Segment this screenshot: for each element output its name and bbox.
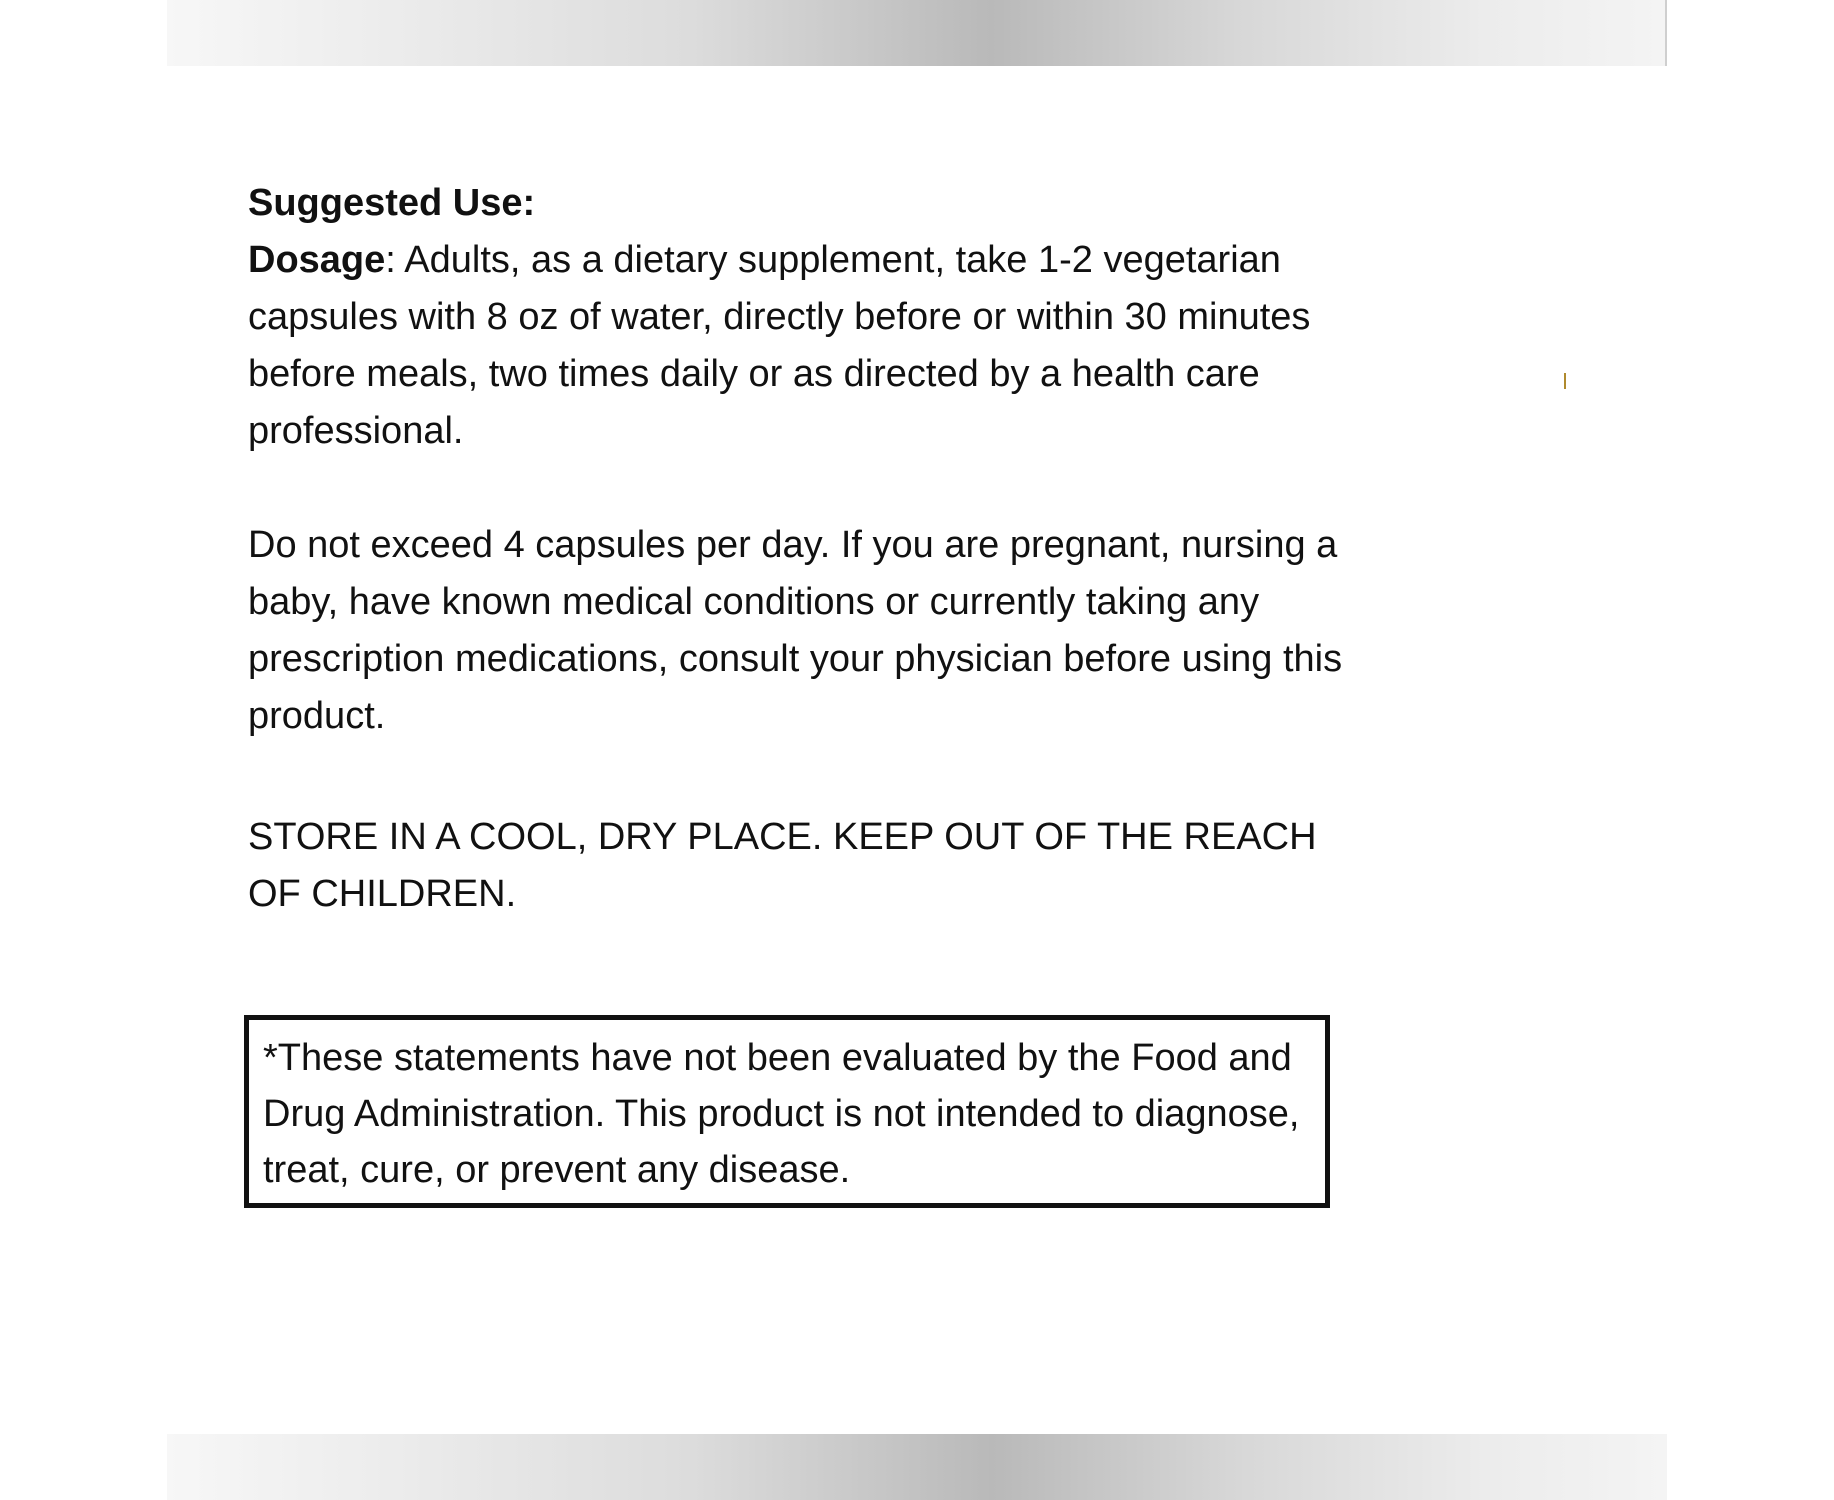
bottom-gradient-band <box>167 1434 1667 1500</box>
suggested-use-heading: Suggested Use: <box>248 182 536 224</box>
spacer <box>248 460 1358 517</box>
text-cursor-mark <box>1564 373 1566 389</box>
storage-paragraph: STORE IN A COOL, DRY PLACE. KEEP OUT OF THE REACH OF CHILDREN. <box>248 816 1317 915</box>
dosage-text: : Adults, as a dietary supplement, take 1-2 vegetarian capsules with 8 oz of water, directly before or within 30 minutes before meals, two times daily or as directed by a health care professional. <box>248 239 1311 452</box>
top-gradient-band <box>167 0 1667 66</box>
label-content <box>248 175 1358 923</box>
dosage-label: Dosage <box>248 239 386 281</box>
warning-paragraph: Do not exceed 4 capsules per day. If you are pregnant, nursing a baby, have known medical conditions or currently taking any prescription medications, consult your physician before using this product. <box>248 524 1343 737</box>
fda-disclaimer-box <box>244 1015 1330 1208</box>
dosage-paragraph <box>248 232 1358 460</box>
spacer <box>248 745 1358 809</box>
fda-disclaimer-text: *These statements have not been evaluated by the Food and Drug Administration. This product is not intended to diagnose, treat, cure, or prevent any disease. <box>263 1037 1300 1191</box>
